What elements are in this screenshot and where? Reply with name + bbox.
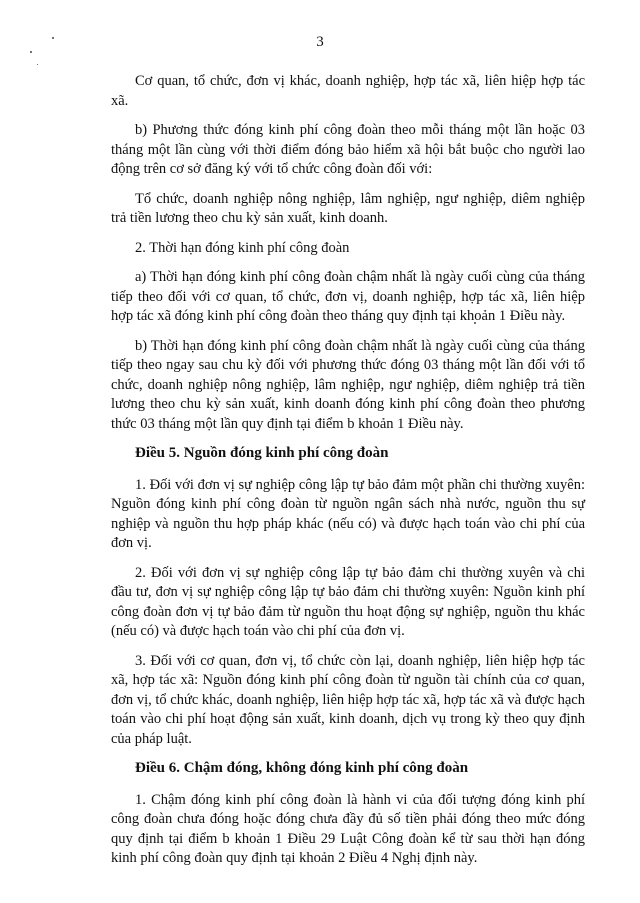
paragraph: 3. Đối với cơ quan, đơn vị, tổ chức còn lại, doanh nghiệp, liên hiệp hợp tác xã, hợp tác xã: Nguồn đóng kinh phí công đoàn từ nguồn tài chính của cơ quan, đơn vị, tổ chức khác, doanh nghiệp, liên hiệp hợp tác xã, hợp tác xã và được hạch toán vào chi phí hoạt động sản xuất, kinh doanh, dịch vụ trong kỳ theo quy định của pháp luật. bbox=[111, 652, 585, 747]
paragraph: b) Thời hạn đóng kinh phí công đoàn chậm nhất là ngày cuối cùng của tháng tiếp theo ngay sau chu kỳ đối với phương thức đóng 03 tháng một lần đối với tổ chức, doanh nghiệp nông nghiệp, lâm nghiệp, ngư nghiệp, diêm nghiệp trả tiền lương theo chu kỳ sản xuất, kinh doanh đóng kinh phí công đoàn theo phương thức 03 tháng một lần quy định tại điểm b khoản 1 Điều này. bbox=[111, 337, 585, 432]
section-subheading: 2. Thời hạn đóng kinh phí công đoàn bbox=[135, 239, 350, 256]
article-heading: Điều 6. Chậm đóng, không đóng kinh phí công đoàn bbox=[135, 760, 469, 776]
page-number: 3 bbox=[316, 34, 324, 50]
paragraph: a) Thời hạn đóng kinh phí công đoàn chậm nhất là ngày cuối cùng của tháng tiếp theo đối với cơ quan, tổ chức, đơn vị, doanh nghiệp, hợp tác xã, liên hiệp hợp tác xã đóng kinh phí công đoàn theo tháng quy định tại khoản 1 Điều này. bbox=[111, 269, 585, 324]
paragraph: Tổ chức, doanh nghiệp nông nghiệp, lâm nghiệp, ngư nghiệp, diêm nghiệp trả tiền lương theo chu kỳ sản xuất, kinh doanh. bbox=[111, 190, 585, 226]
paragraph: b) Phương thức đóng kinh phí công đoàn theo mỗi tháng một lần hoặc 03 tháng một lần cùng với thời điểm đóng bảo hiểm xã hội bắt buộc cho người lao động trên cơ sở đăng ký với tổ chức công đoàn đối với: bbox=[111, 122, 585, 177]
paragraph: 1. Đối với đơn vị sự nghiệp công lập tự bảo đảm một phần chi thường xuyên: Nguồn đóng kinh phí công đoàn từ nguồn ngân sách nhà nước, nguồn thu sự nghiệp và nguồn thu hợp pháp khác (nếu có) và được hạch toán vào chi phí của đơn vị. bbox=[111, 476, 585, 551]
document-body bbox=[111, 72, 585, 879]
paragraph: Cơ quan, tổ chức, đơn vị khác, doanh nghiệp, hợp tác xã, liên hiệp hợp tác xã. bbox=[111, 73, 585, 109]
article-heading: Điều 5. Nguồn đóng kinh phí công đoàn bbox=[135, 445, 389, 461]
paragraph: 2. Đối với đơn vị sự nghiệp công lập tự bảo đảm chi thường xuyên và chi đầu tư, đơn vị sự nghiệp công lập tự bảo đảm chi thường xuyên: Nguồn kinh phí công đoàn đơn vị tự bảo đảm từ nguồn thu hoạt động sự nghiệp, nguồn thu khác (nếu có) và được hạch toán vào chi phí của đơn vị. bbox=[111, 564, 585, 639]
paragraph: 1. Chậm đóng kinh phí công đoàn là hành vi của đối tượng đóng kinh phí công đoàn chưa đóng hoặc đóng chưa đầy đủ số tiền phải đóng theo mức đóng quy định tại điểm b khoản 1 Điều 29 Luật Công đoàn kể từ sau thời hạn đóng kinh phí công đoàn quy định tại khoản 2 Điều 4 Nghị định này. bbox=[111, 791, 585, 866]
